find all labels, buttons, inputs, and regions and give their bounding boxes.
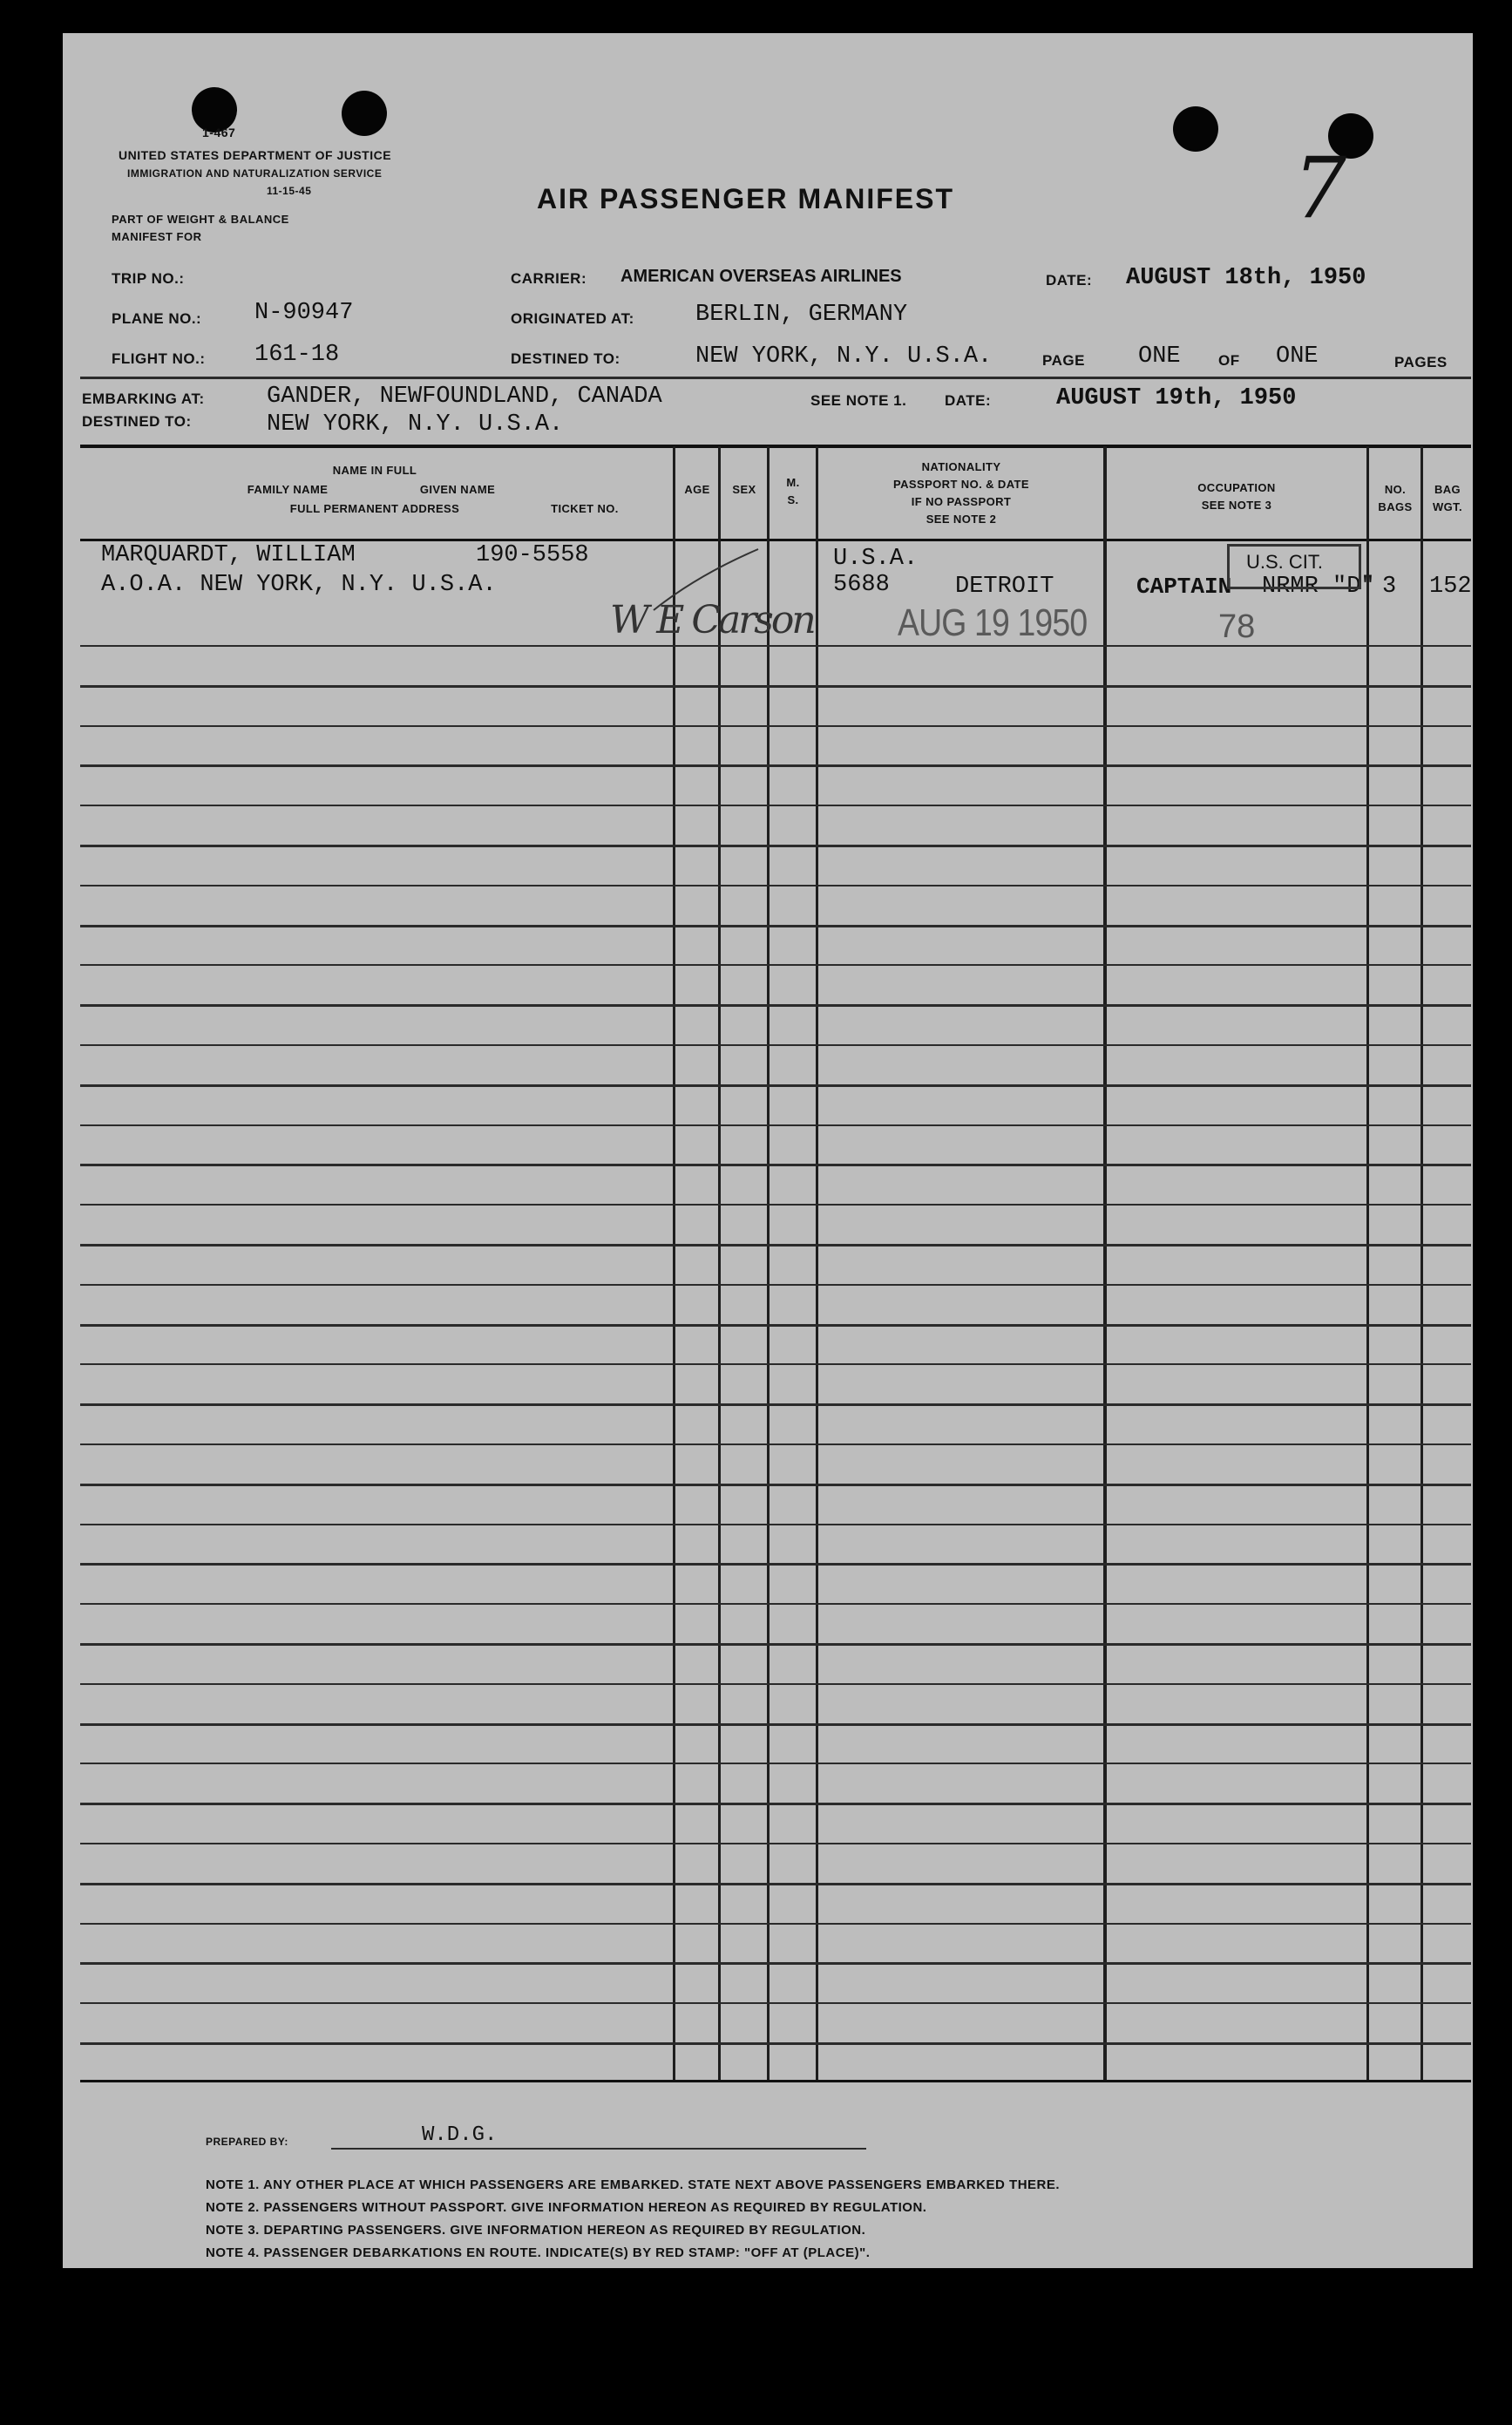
note-2: NOTE 2. PASSENGERS WITHOUT PASSPORT. GIVE INFORMATION HEREON AS REQUIRED BY REGULATION. xyxy=(206,2200,927,2215)
form-date: 11-15-45 xyxy=(267,185,312,197)
embarking-value: GANDER, NEWFOUNDLAND, CANADA xyxy=(267,384,662,410)
part-of-line-2: MANIFEST FOR xyxy=(112,230,202,243)
passenger-name: MARQUARDT, WILLIAM xyxy=(101,542,356,568)
col-nationality: NATIONALITY xyxy=(921,460,1001,473)
table-row-rule xyxy=(80,1723,1471,1726)
header-rule xyxy=(80,377,1471,379)
col-bags-1: NO. xyxy=(1384,483,1407,496)
passenger-occupation: CAPTAIN xyxy=(1136,574,1232,600)
flight-value: 161-18 xyxy=(254,342,340,368)
form-code: 1-467 xyxy=(202,126,236,139)
date-stamp: AUG 19 1950 xyxy=(898,601,1088,644)
signature-stroke xyxy=(645,540,767,619)
destined2-value: NEW YORK, N.Y. U.S.A. xyxy=(267,411,564,438)
prepared-rule xyxy=(331,2148,866,2150)
carrier-value: AMERICAN OVERSEAS AIRLINES xyxy=(620,267,902,286)
destined-label: DESTINED TO: xyxy=(511,350,620,367)
department-name: UNITED STATES DEPARTMENT OF JUSTICE xyxy=(119,148,392,162)
note-3: NOTE 3. DEPARTING PASSENGERS. GIVE INFORMATION HEREON AS REQUIRED BY REGULATION. xyxy=(206,2223,866,2238)
table-row-rule xyxy=(80,1363,1471,1365)
plane-value: N-90947 xyxy=(254,300,354,326)
table-row-rule xyxy=(80,1484,1471,1486)
table-row-rule xyxy=(80,645,1471,647)
table-row-rule xyxy=(80,1923,1471,1925)
col-divider-ms xyxy=(767,446,770,2080)
annotation-number: 78 xyxy=(1218,608,1256,645)
table-row-rule xyxy=(80,1403,1471,1406)
col-address: FULL PERMANENT ADDRESS xyxy=(289,502,460,515)
col-age: AGE xyxy=(684,483,710,496)
plane-label: PLANE NO.: xyxy=(112,310,202,327)
table-row-rule xyxy=(80,1004,1471,1007)
table-row-rule xyxy=(80,1883,1471,1885)
col-divider-bags xyxy=(1366,446,1369,2080)
col-ms-2: S. xyxy=(787,493,799,506)
passenger-weight: 152 xyxy=(1429,574,1472,600)
table-row-rule xyxy=(80,1603,1471,1605)
table-row-rule xyxy=(80,1563,1471,1566)
of-label: OF xyxy=(1218,352,1240,369)
trip-label: TRIP NO.: xyxy=(112,270,185,287)
table-row-rule xyxy=(80,2002,1471,2004)
see-note-label: SEE NOTE 1. xyxy=(810,392,907,409)
date2-value: AUGUST 19th, 1950 xyxy=(1056,385,1297,411)
col-divider-wgt xyxy=(1420,446,1423,2080)
col-no-passport: IF NO PASSPORT xyxy=(911,495,1012,508)
table-row-rule xyxy=(80,845,1471,847)
note-4: NOTE 4. PASSENGER DEBARKATIONS EN ROUTE. INDICATE(S) BY RED STAMP: "OFF AT (PLACE)". xyxy=(206,2245,871,2260)
table-row-rule xyxy=(80,925,1471,927)
col-divider-occ xyxy=(1103,446,1107,2080)
passenger-address: A.O.A. NEW YORK, N.Y. U.S.A. xyxy=(101,572,497,598)
punch-hole-left-2 xyxy=(342,91,387,136)
table-row-rule xyxy=(80,764,1471,767)
part-of-line-1: PART OF WEIGHT & BALANCE xyxy=(112,213,289,226)
prepared-label: PREPARED BY: xyxy=(206,2136,288,2148)
col-bags-2: BAGS xyxy=(1378,500,1413,513)
table-row-rule xyxy=(80,1643,1471,1646)
passenger-ticket: 190-5558 xyxy=(476,542,589,568)
table-row-rule xyxy=(80,1803,1471,1805)
table-row-rule xyxy=(80,1244,1471,1246)
col-divider-sex xyxy=(718,446,721,2080)
page-label: PAGE xyxy=(1042,352,1085,369)
note-1: NOTE 1. ANY OTHER PLACE AT WHICH PASSENGERS ARE EMBARKED. STATE NEXT ABOVE PASSENGERS EMBARKED THERE. xyxy=(206,2177,1061,2192)
table-row-rule xyxy=(80,1683,1471,1685)
passenger-occupation-extra: NRMR "D" xyxy=(1262,574,1375,600)
col-see-note-3: SEE NOTE 3 xyxy=(1201,499,1272,512)
col-see-note-2: SEE NOTE 2 xyxy=(926,513,997,526)
table-row-rule xyxy=(80,805,1471,806)
table-row-rule xyxy=(80,1284,1471,1286)
table-top-rule xyxy=(80,445,1471,448)
passenger-nationality: U.S.A. xyxy=(833,546,919,572)
table-row-rule xyxy=(80,964,1471,966)
punch-hole-right xyxy=(1173,106,1218,152)
page-mark: 7 xyxy=(1293,139,1347,237)
flight-label: FLIGHT NO.: xyxy=(112,350,206,367)
pages-label: PAGES xyxy=(1394,354,1448,370)
col-ticket: TICKET NO. xyxy=(551,502,619,515)
col-wgt-1: BAG xyxy=(1434,483,1461,496)
page-value: ONE xyxy=(1138,343,1181,370)
col-given-name: GIVEN NAME xyxy=(419,483,496,496)
col-family-name: FAMILY NAME xyxy=(247,483,329,496)
col-wgt-2: WGT. xyxy=(1432,500,1463,513)
passenger-passport: 5688 xyxy=(833,572,890,598)
destined-value: NEW YORK, N.Y. U.S.A. xyxy=(695,343,993,370)
inspector-signature: W E Carson xyxy=(610,598,814,642)
destined2-label: DESTINED TO: xyxy=(82,413,192,430)
col-divider-nat xyxy=(816,446,818,2080)
page-title: AIR PASSENGER MANIFEST xyxy=(537,183,954,214)
table-row-rule xyxy=(80,2042,1471,2045)
table-row-rule xyxy=(80,1962,1471,1965)
table-bottom-rule xyxy=(80,2080,1471,2082)
originated-label: ORIGINATED AT: xyxy=(511,310,634,327)
table-row-rule xyxy=(80,1763,1471,1764)
table-row-rule xyxy=(80,1164,1471,1166)
col-ms-1: M. xyxy=(786,476,800,489)
table-row-rule xyxy=(80,1843,1471,1844)
table-row-rule xyxy=(80,1443,1471,1445)
table-row-rule xyxy=(80,1124,1471,1126)
service-name: IMMIGRATION AND NATURALIZATION SERVICE xyxy=(127,167,383,180)
citizen-stamp-text: U.S. CIT. xyxy=(1246,551,1324,573)
col-sex: SEX xyxy=(732,483,756,496)
table-row-rule xyxy=(80,1044,1471,1046)
table-row-rule xyxy=(80,725,1471,727)
passenger-passport-place: DETROIT xyxy=(955,574,1054,600)
col-passport: PASSPORT NO. & DATE xyxy=(893,478,1029,491)
col-name-title: NAME IN FULL xyxy=(332,464,417,477)
originated-value: BERLIN, GERMANY xyxy=(695,302,908,328)
table-row-rule xyxy=(80,1524,1471,1525)
table-row-rule xyxy=(80,1204,1471,1206)
date-value: AUGUST 18th, 1950 xyxy=(1126,265,1366,291)
date-label: DATE: xyxy=(1046,272,1093,289)
table-header-rule xyxy=(80,539,1471,541)
table-row-rule xyxy=(80,1324,1471,1327)
passenger-bags: 3 xyxy=(1382,574,1397,600)
col-occupation: OCCUPATION xyxy=(1197,481,1276,494)
date2-label: DATE: xyxy=(945,392,992,409)
table-row-rule xyxy=(80,1084,1471,1087)
of-value: ONE xyxy=(1276,343,1319,370)
prepared-value: W.D.G. xyxy=(422,2123,498,2147)
table-row-rule xyxy=(80,885,1471,886)
col-divider-age xyxy=(673,446,675,2080)
table-row-rule xyxy=(80,685,1471,688)
carrier-label: CARRIER: xyxy=(511,270,587,287)
embarking-label: EMBARKING AT: xyxy=(82,391,205,407)
